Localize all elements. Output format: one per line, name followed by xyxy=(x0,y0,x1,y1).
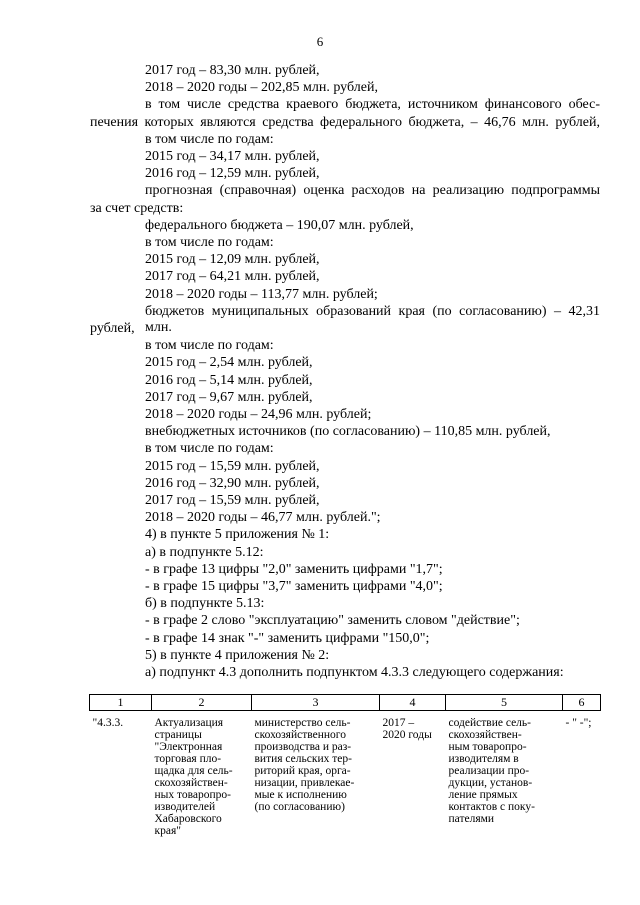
amendment-table xyxy=(89,694,601,837)
column-header: 6 xyxy=(563,695,601,711)
table-row xyxy=(90,711,601,838)
table-cell-number: "4.3.3. xyxy=(92,717,124,729)
text-line: 2018 – 2020 годы – 202,85 млн. рублей, xyxy=(145,80,378,96)
column-header: 2 xyxy=(152,695,252,711)
text-line: 2015 год – 2,54 млн. рублей, xyxy=(145,355,313,371)
text-line: 2018 – 2020 годы – 46,77 млн. рублей."; xyxy=(145,510,381,526)
text-line: рублей, xyxy=(90,321,135,336)
text-line: за счет средств: xyxy=(90,200,184,216)
text-line: внебюджетных источников (по согласованию) – 110,85 млн. рублей, xyxy=(145,424,551,440)
table-cell-period: 2017 – 2020 годы xyxy=(382,717,432,741)
text-line: - в графе 14 знак "-" заменить цифрами "150,0"; xyxy=(145,630,430,646)
table-cell-activity: Актуализация страницы "Электронная торговая пло- щадка для сель- скохозяйствен- ных товаропро- изводителей Хабаровского края" xyxy=(154,717,233,837)
column-header: 4 xyxy=(380,695,446,711)
text-line: в том числе по годам: xyxy=(145,131,274,147)
text-line: в том числе по годам: xyxy=(145,338,274,354)
text-line: печения которых являются средства федерального бюджета, – 46,76 млн. рублей, xyxy=(90,114,600,130)
column-header: 5 xyxy=(446,695,563,711)
text-line: 2017 год – 83,30 млн. рублей, xyxy=(145,63,320,78)
text-line: - в графе 2 слово "эксплуатацию" заменить словом "действие"; xyxy=(145,613,520,629)
text-line: а) подпункт 4.3 дополнить подпунктом 4.3.3 следующего содержания: xyxy=(145,665,564,680)
text-line: 5) в пункте 4 приложения № 2: xyxy=(145,647,330,663)
text-line: федерального бюджета – 190,07 млн. рублей, xyxy=(145,217,414,233)
text-line: бюджетов муниципальных образований края (по согласованию) – 42,31 млн. xyxy=(145,303,600,335)
text-line: 4) в пункте 5 приложения № 1: xyxy=(145,527,330,543)
text-line: б) в подпункте 5.13: xyxy=(145,596,265,612)
table-cell-note: - " -"; xyxy=(565,717,592,729)
text-line: а) в подпункте 5.12: xyxy=(145,544,264,560)
column-header: 3 xyxy=(252,695,380,711)
text-line: 2016 год – 32,90 млн. рублей, xyxy=(145,475,320,491)
text-line: 2015 год – 15,59 млн. рублей, xyxy=(145,458,320,474)
text-line: прогнозная (справочная) оценка расходов на реализацию подпрограммы xyxy=(145,183,600,199)
text-line: 2017 год – 64,21 млн. рублей, xyxy=(145,269,320,285)
table-cell-executor: министерство сель- скохозяйственного производства и раз- вития сельских тер- риторий края, орга- низации, привлекае- мые к исполнению (по согласованию) xyxy=(254,717,355,813)
text-line: 2018 – 2020 годы – 113,77 млн. рублей; xyxy=(145,286,378,302)
text-line: 2017 год – 9,67 млн. рублей, xyxy=(145,389,313,405)
text-line: - в графе 15 цифры "3,7" заменить цифрами "4,0"; xyxy=(145,579,443,594)
text-line: 2018 – 2020 годы – 24,96 млн. рублей; xyxy=(145,407,372,422)
text-line: в том числе по годам: xyxy=(145,441,274,457)
column-header: 1 xyxy=(90,695,152,711)
text-line: 2015 год – 34,17 млн. рублей, xyxy=(145,149,320,164)
text-line: - в графе 13 цифры "2,0" заменить цифрами "1,7"; xyxy=(145,561,443,577)
text-line: в том числе по годам: xyxy=(145,235,274,250)
text-line: 2017 год – 15,59 млн. рублей, xyxy=(145,493,320,508)
table-header-row xyxy=(90,695,601,711)
text-line: 2016 год – 12,59 млн. рублей, xyxy=(145,166,320,182)
page-number: 6 xyxy=(316,34,324,49)
table-cell-result: содействие сель- скохозяйствен- ным товаропро- изводителям в реализации про- дукции, установ- ление прямых контактов с поку- пателями xyxy=(448,717,535,825)
text-line: в том числе средства краевого бюджета, источником финансового обес- xyxy=(145,97,600,113)
text-line: 2015 год – 12,09 млн. рублей, xyxy=(145,252,320,268)
text-line: 2016 год – 5,14 млн. рублей, xyxy=(145,372,313,388)
